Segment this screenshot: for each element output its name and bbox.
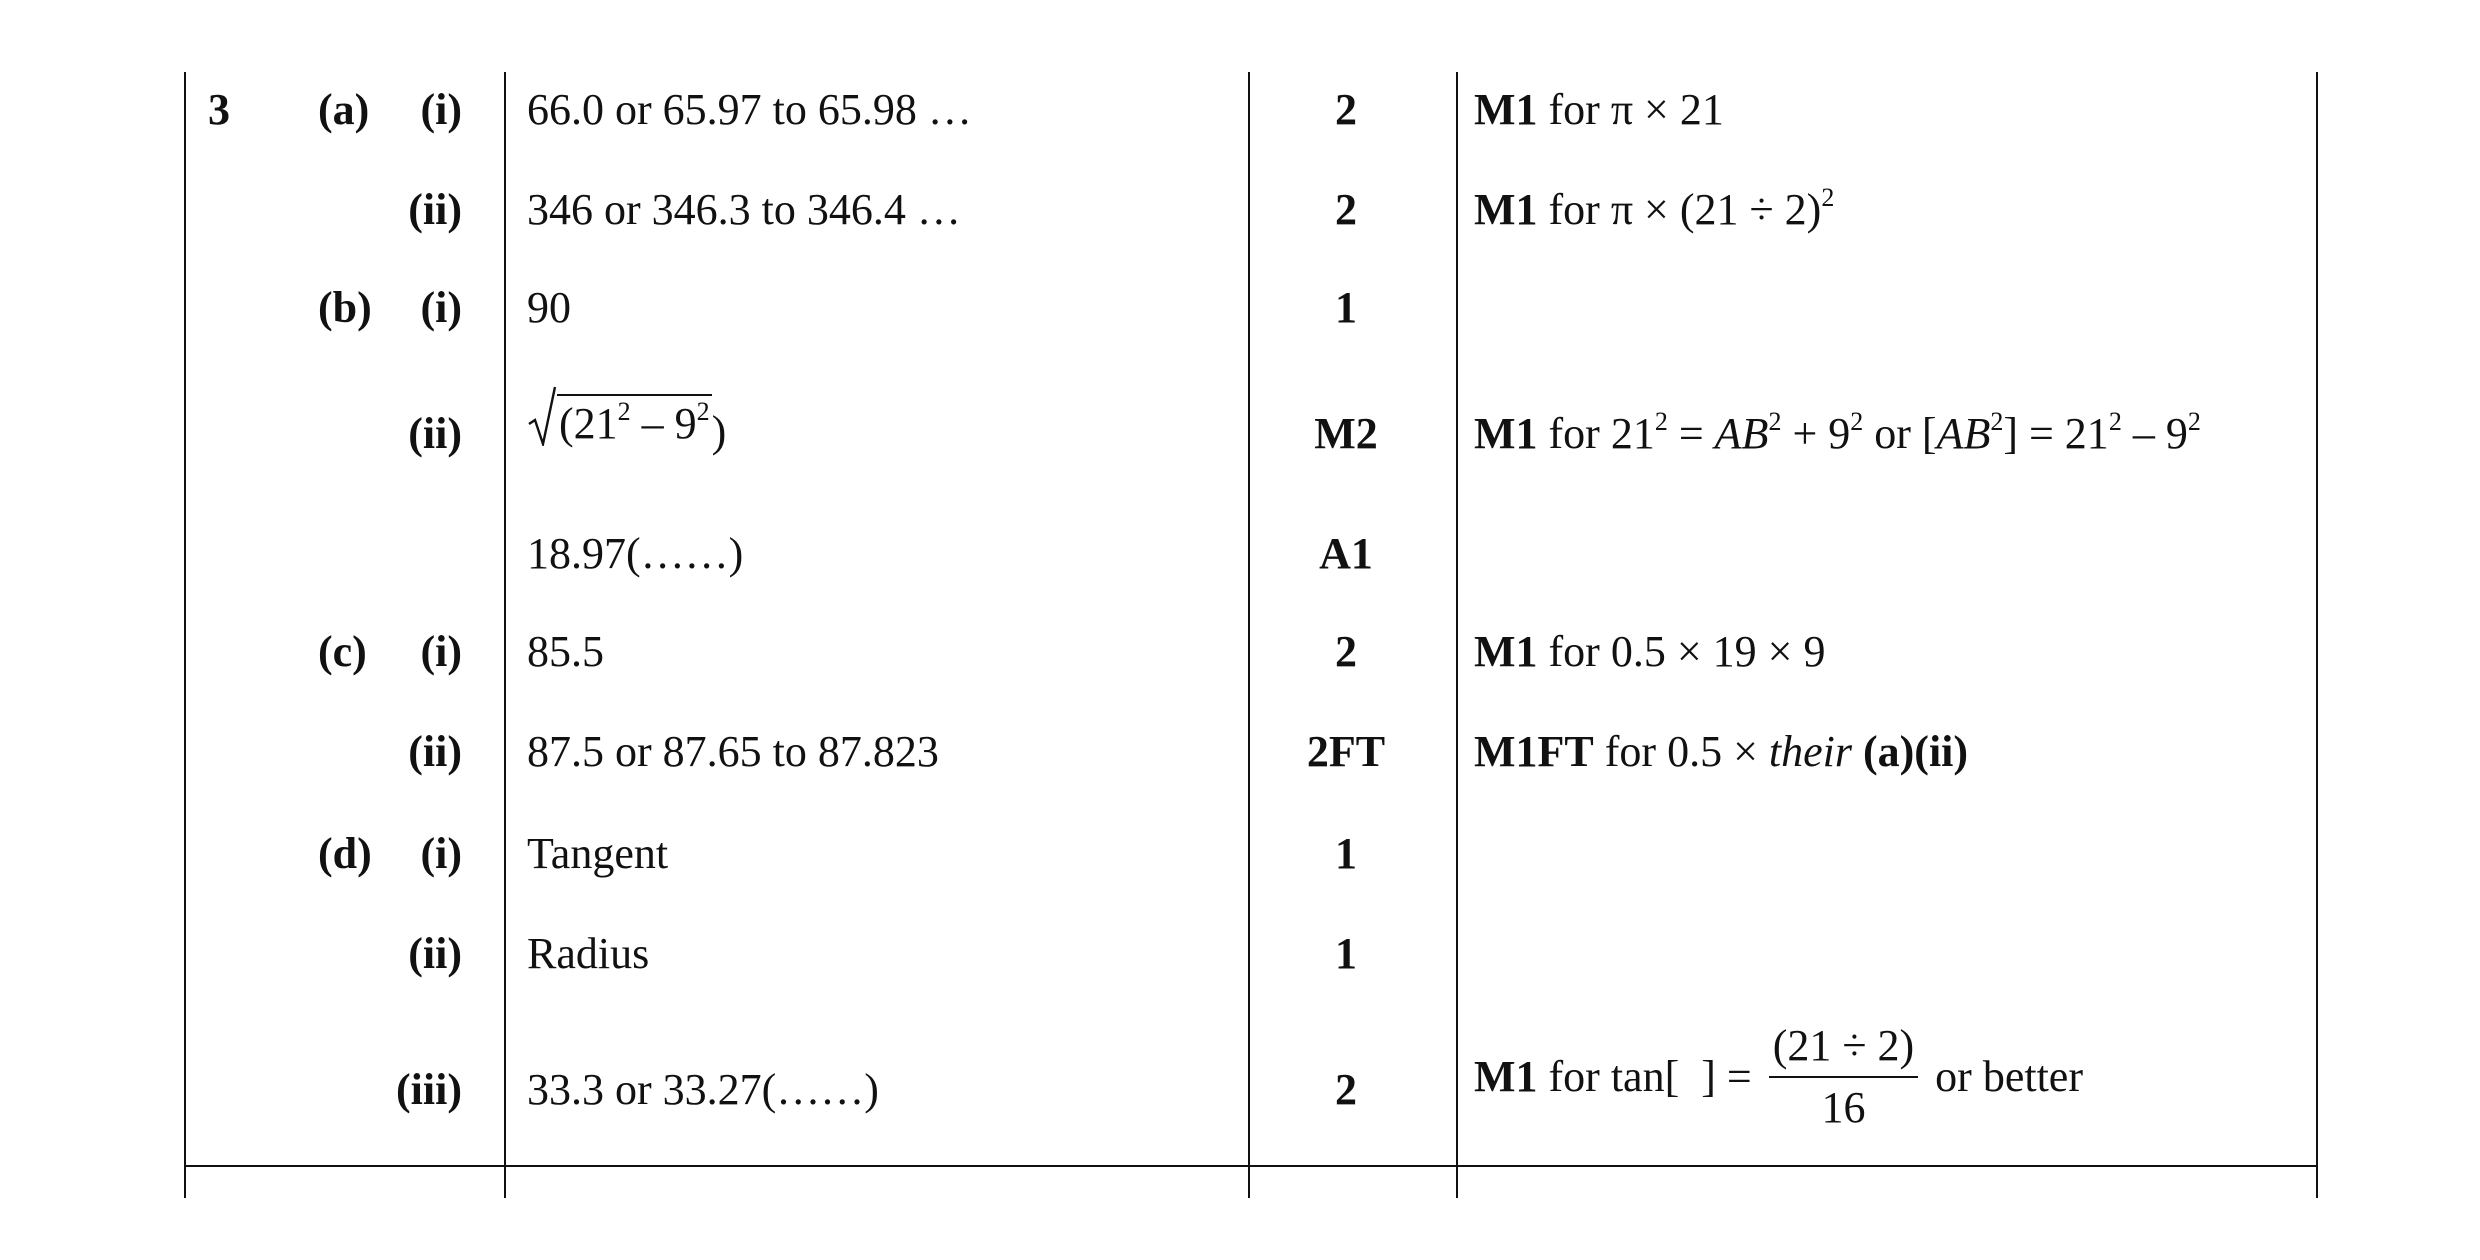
table-border-right bbox=[2316, 72, 2318, 1198]
part-label: (b) bbox=[318, 283, 372, 332]
guidance bbox=[1474, 85, 1724, 134]
guidance-text: for 0.5 × bbox=[1593, 727, 1769, 776]
answer: 33.3 or 33.27(……) bbox=[527, 1065, 879, 1114]
radicand-term: (21 bbox=[559, 399, 618, 448]
subpart-label: (i) bbox=[420, 283, 462, 332]
column-divider-answer bbox=[504, 72, 506, 1198]
mark: 1 bbox=[1335, 929, 1357, 978]
mark: 2 bbox=[1335, 85, 1357, 134]
superscript: 2 bbox=[1821, 183, 1835, 212]
answer-sqrt bbox=[527, 386, 726, 454]
answer: Tangent bbox=[527, 829, 669, 878]
superscript: 2 bbox=[1768, 407, 1782, 436]
guidance-text: for tan[ ] = bbox=[1537, 1052, 1763, 1101]
column-divider-notes bbox=[1456, 72, 1458, 1198]
question-number: 3 bbox=[208, 85, 230, 134]
variable: AB bbox=[1936, 409, 1991, 458]
answer: 346 or 346.3 to 346.4 … bbox=[527, 185, 961, 234]
mark: 2 bbox=[1335, 185, 1357, 234]
guidance bbox=[1474, 183, 1835, 234]
superscript: 2 bbox=[1850, 407, 1864, 436]
guidance-text: for 21 bbox=[1537, 409, 1655, 458]
radicand bbox=[557, 394, 712, 446]
guidance-text: or [ bbox=[1863, 409, 1937, 458]
guidance-code: M1 bbox=[1474, 627, 1538, 676]
subpart-label: (ii) bbox=[408, 409, 462, 458]
radical-sign-icon bbox=[527, 386, 557, 446]
part-label: (a) bbox=[318, 85, 370, 134]
guidance-code: M1 bbox=[1474, 409, 1538, 458]
guidance-code: M1 bbox=[1474, 1052, 1538, 1101]
guidance-code: M1 bbox=[1474, 85, 1538, 134]
mark: 1 bbox=[1335, 283, 1357, 332]
superscript: 2 bbox=[1654, 407, 1668, 436]
guidance-text: + 9 bbox=[1781, 409, 1851, 458]
subpart-label: (i) bbox=[420, 627, 462, 676]
guidance-text: for 0.5 × 19 × 9 bbox=[1537, 627, 1826, 676]
answer: 66.0 or 65.97 to 65.98 … bbox=[527, 85, 972, 134]
mark: 2FT bbox=[1306, 727, 1386, 776]
fraction-numerator: (21 ÷ 2) bbox=[1769, 1024, 1918, 1078]
mark: 2 bbox=[1335, 1065, 1357, 1114]
superscript: 2 bbox=[2187, 407, 2201, 436]
column-divider-marks bbox=[1248, 72, 1250, 1198]
guidance bbox=[1474, 627, 1826, 676]
fraction-denominator: 16 bbox=[1821, 1083, 1866, 1132]
guidance-code: M1FT bbox=[1474, 727, 1594, 776]
guidance-reference: (a)(ii) bbox=[1852, 727, 1969, 776]
answer: 85.5 bbox=[527, 627, 604, 676]
subpart-label: (i) bbox=[420, 85, 462, 134]
answer: 87.5 or 87.65 to 87.823 bbox=[527, 727, 939, 776]
mark: M2 bbox=[1314, 409, 1378, 458]
answer: 18.97(……) bbox=[527, 529, 744, 578]
subpart-label: (iii) bbox=[396, 1065, 462, 1114]
variable: AB bbox=[1714, 409, 1769, 458]
guidance-emphasis: their bbox=[1768, 727, 1852, 776]
guidance bbox=[1474, 727, 1969, 776]
part-label: (c) bbox=[318, 627, 367, 676]
guidance-text: or better bbox=[1924, 1052, 2083, 1101]
superscript: 2 bbox=[1990, 407, 2004, 436]
subpart-label: (ii) bbox=[408, 929, 462, 978]
superscript: 2 bbox=[2108, 407, 2122, 436]
table-border-left bbox=[184, 72, 186, 1198]
superscript: 2 bbox=[696, 397, 710, 426]
guidance-text: – 9 bbox=[2121, 409, 2188, 458]
closing-bracket: ) bbox=[711, 407, 727, 456]
radicand-term: – 9 bbox=[630, 399, 697, 448]
guidance-text: for π × (21 ÷ 2) bbox=[1537, 185, 1822, 234]
superscript: 2 bbox=[617, 397, 631, 426]
guidance bbox=[1474, 407, 2201, 458]
mark: A1 bbox=[1319, 529, 1373, 578]
subpart-label: (i) bbox=[420, 829, 462, 878]
subpart-label: (ii) bbox=[408, 727, 462, 776]
answer: 90 bbox=[527, 283, 571, 332]
guidance-text: for π × 21 bbox=[1537, 85, 1724, 134]
square-root bbox=[527, 386, 712, 446]
guidance-text: ] = 21 bbox=[2003, 409, 2109, 458]
table-bottom-border bbox=[184, 1165, 2316, 1167]
mark: 1 bbox=[1335, 829, 1357, 878]
mark: 2 bbox=[1335, 627, 1357, 676]
answer: Radius bbox=[527, 929, 650, 978]
fraction bbox=[1769, 1021, 1918, 1132]
part-label: (d) bbox=[318, 829, 372, 878]
guidance-text: = bbox=[1667, 409, 1715, 458]
guidance-code: M1 bbox=[1474, 185, 1538, 234]
subpart-label: (ii) bbox=[408, 185, 462, 234]
guidance bbox=[1474, 1021, 2083, 1132]
